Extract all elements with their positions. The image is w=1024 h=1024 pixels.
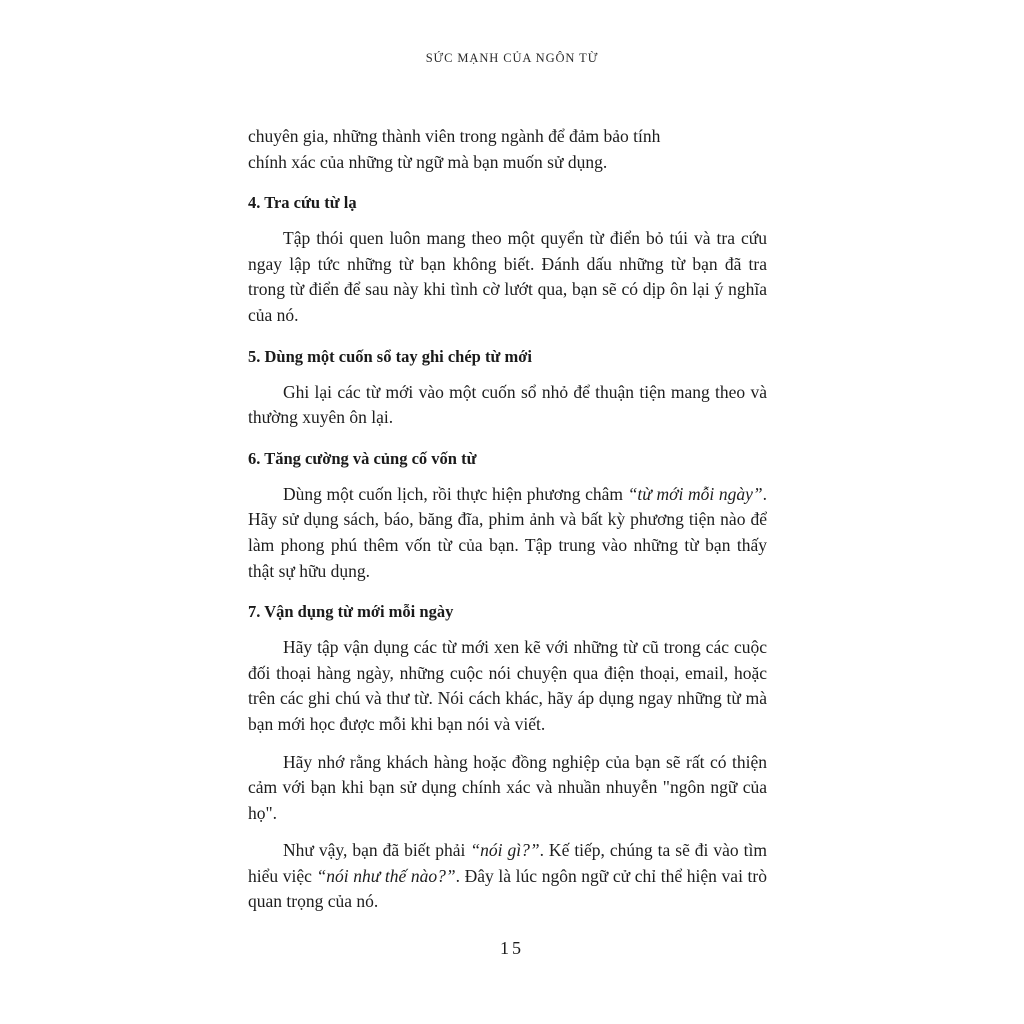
section-7-text-c: . Đây là lúc ngôn ngữ cử chỉ thể hiện vai trò quan trọng của nó. [248,865,767,912]
section-6-paragraph [248,482,767,584]
section-4-heading: 4. Tra cứu từ lạ [248,193,357,213]
section-6-quote: “từ mới mỗi ngày” [627,483,763,504]
section-7-text-b: . Kế tiếp, chúng ta sẽ đi vào tìm hiểu việc [248,840,767,886]
body-text [248,124,767,915]
running-header: SỨC MẠNH CỦA NGÔN TỪ [425,51,599,65]
section-7-quote-1: “nói gì?” [470,840,540,861]
section-7-text-a: Như vậy, bạn đã biết phải [283,840,471,861]
intro-paragraph [248,124,767,175]
section-4-paragraph: Tập thói quen luôn mang theo một quyển từ điển bỏ túi và tra cứu ngay lập tức những từ bạn không biết. Đánh dấu những từ bạn đã tra trong từ điển để sau này khi tình cờ lướt qua, bạn sẽ có dịp ôn lại ý nghĩa của nó. [248,228,767,325]
intro-line-2: chính xác của những từ ngữ mà bạn muốn sử dụng. [248,151,608,172]
intro-line-1: chuyên gia, những thành viên trong ngành để đảm bảo tính [248,126,661,146]
section-7-paragraph-3 [248,838,767,915]
section-7-paragraph-1: Hãy tập vận dụng các từ mới xen kẽ với những từ cũ trong các cuộc đối thoại hàng ngày, những cuộc nói chuyện qua điện thoại, email, hoặc trên các ghi chú và thư từ. Nói cách khác, hãy áp dụng ngay những từ mà bạn mới học được mỗi khi bạn nói và viết. [248,637,767,734]
section-6-text-start: Dùng một cuốn lịch, rồi thực hiện phương châm [283,483,628,504]
section-7-heading: 7. Vận dụng từ mới mỗi ngày [248,602,454,622]
section-6-text-end: . Hãy sử dụng sách, báo, băng đĩa, phim ảnh và bất kỳ phương tiện nào để làm phong phú thêm vốn từ của bạn. Tập trung vào những từ bạn thấy thật sự hữu dụng. [248,483,767,581]
section-7-quote-2: “nói như thế nào?” [316,865,456,886]
section-7-paragraph-2: Hãy nhớ rằng khách hàng hoặc đồng nghiệp của bạn sẽ rất có thiện cảm với bạn khi bạn sử dụng chính xác và nhuần nhuyễn "ngôn ngữ của họ". [248,751,767,823]
section-5-heading: 5. Dùng một cuốn sổ tay ghi chép từ mới [248,346,532,366]
section-5-paragraph: Ghi lại các từ mới vào một cuốn sổ nhỏ để thuận tiện mang theo và thường xuyên ôn lại. [248,381,767,428]
page-number: 15 [500,938,524,958]
section-6-heading: 6. Tăng cường và củng cố vốn từ [248,448,477,468]
